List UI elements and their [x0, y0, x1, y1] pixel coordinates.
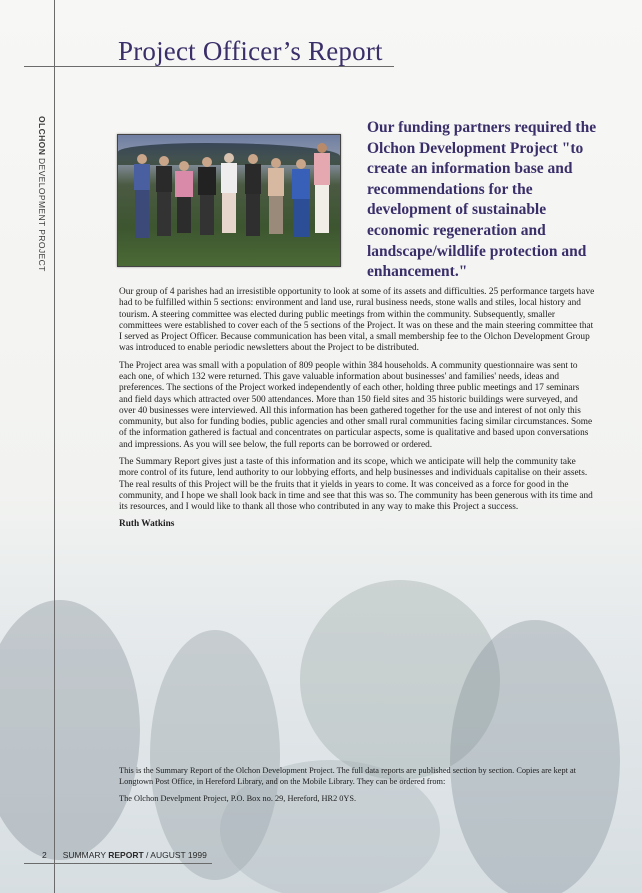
side-project-label — [37, 116, 47, 272]
group-photo — [117, 134, 341, 267]
photo-people — [118, 135, 340, 266]
page-footer — [42, 850, 207, 860]
funding-quote: Our funding partners required the Olchon Development Project "to create an information base and recommendations for the development of sustainable economic regeneration and landscape/wildlife protection and enhancement." — [367, 119, 597, 281]
page-title: Project Officer’s Report — [118, 36, 383, 66]
left-vertical-rule — [54, 0, 55, 893]
body-paragraph-3: The Summary Report gives just a taste of this information and its scope, which we anticipate will help the community take more control of its future, lend authority to our lobbying efforts, and help businesses and individuals capitalise on their assets. The real results of this Project will be the fruits that it yields in years to come. It was conceived as a force for good in the community, and I hope we shall look back in time and see that this was so. The community has been generous with its time and its resources, and I would like to thank all those who contributed in any way to make this Project a success. — [119, 456, 593, 513]
body-paragraph-2: The Project area was small with a population of 809 people within 384 households. A community questionnaire was sent to each one, of which 132 were returned. This gave valuable information about businesses' and families' needs, ideas and preferences. The sections of the Project worked independently of each other, holding three public meetings and 17 seminars and field days which attracted over 500 attendances. More than 150 field sites and 35 historic buildings were surveyed, and over 40 businesses were interviewed. All this information has been gathered together for the use and interest of not only this community, but also for funding bodies, public agencies and other small rural communities facing similar circumstances. Some of the information gathered is factual and concentrates on particular aspects, some is qualitative and based upon conversations and impressions. As you will see below, the full reports can be borrowed or ordered. — [119, 360, 593, 450]
page-number: 2 — [42, 850, 47, 860]
footer-rule — [24, 863, 212, 864]
report-body — [119, 287, 595, 537]
availability-text: This is the Summary Report of the Olchon Development Project. The full data reports are published section by section. Copies are kept at Longtown Post Office, in Hereford Library, and on the Mobile Library. They can be ordered from: — [119, 766, 576, 786]
side-label-bold: OLCHON — [37, 116, 47, 156]
side-label-rest: DEVELOPMENT PROJECT — [37, 155, 47, 272]
footer-date: / AUGUST 1999 — [143, 850, 207, 860]
body-paragraph-1: Our group of 4 parishes had an irresistible opportunity to look at some of its assets and difficulties. 25 performance targets have had to be fulfilled within 5 sections: environment and land use, rural business needs, stone walls and stiles, local history and tourism. A steering committee was elected during public meetings from within the community. Subsequently, smaller committees were established to cover each of the 5 sections of the Project. It was on these and the main steering committee that I served as Project Officer. Because communication has been vital, a small membership fee to the Olchon Development Group was introduced to enable periodic newsletters about the Project to be distributed. — [119, 287, 595, 354]
availability-note — [119, 766, 599, 810]
footer-summary: SUMMARY — [62, 850, 109, 860]
author-signature: Ruth Watkins — [119, 519, 175, 530]
postal-address: The Olchon Develpment Project, P.O. Box no. 29, Hereford, HR2 0YS. — [119, 793, 357, 803]
footer-report: REPORT — [108, 850, 144, 860]
background-group-photo — [0, 560, 642, 893]
